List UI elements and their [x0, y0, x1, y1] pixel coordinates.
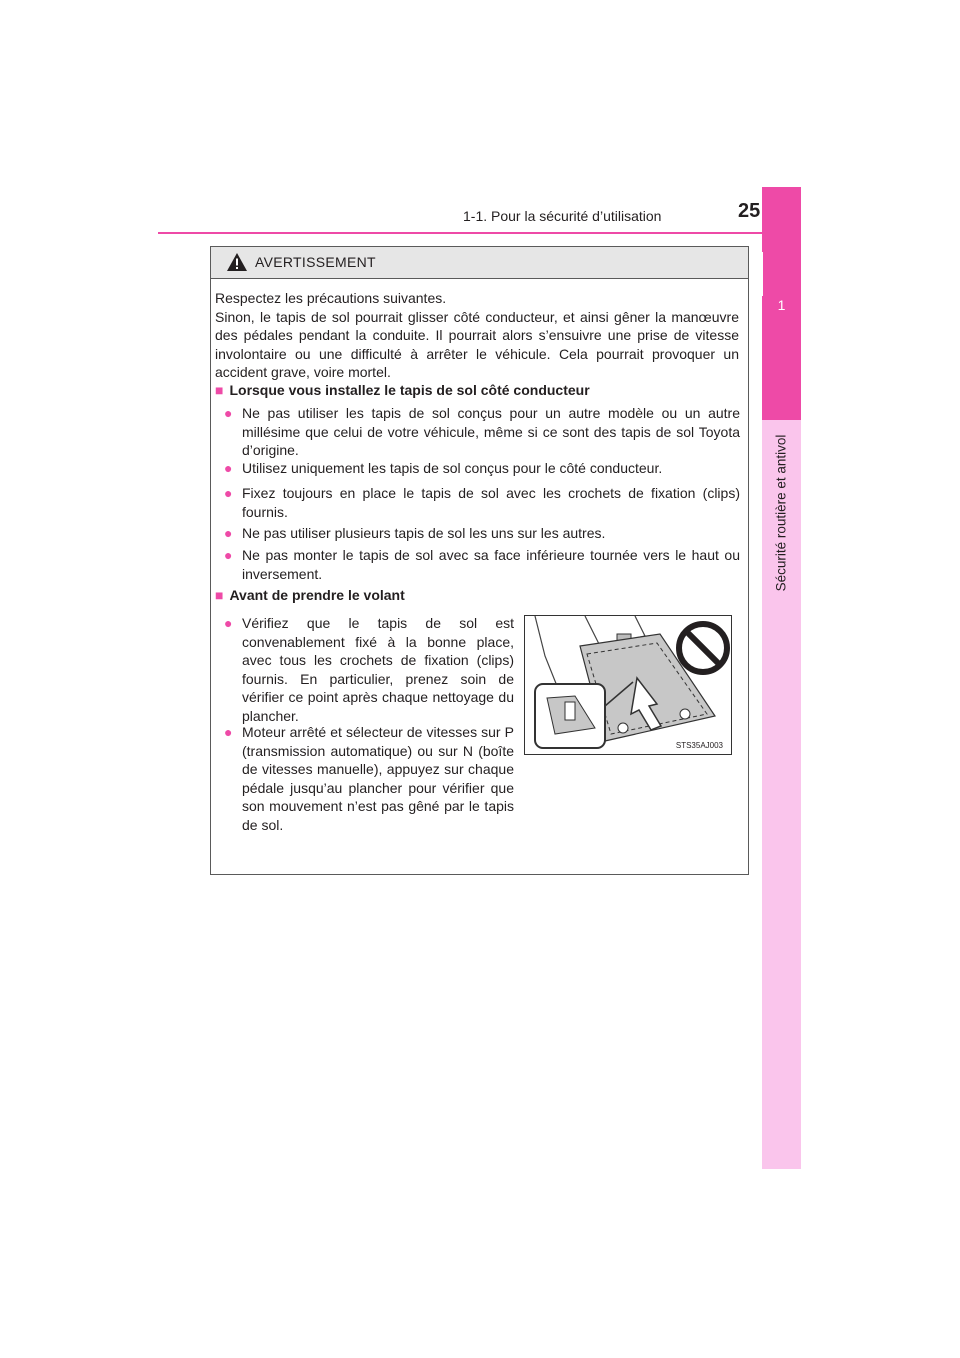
list-item: Moteur arrêté et sélecteur de vitesses sur P (transmission automatique) ou sur N (boîte de vitesses manuelle), appuyez sur chaque pédale jusqu’au plancher pour vérifier que son mouvement n’est pas gêné par le tapis de sol.: [242, 724, 514, 833]
warning-intro: Sinon, le tapis de sol pourrait glisser côté conducteur, et ainsi gêner la manœuvre des pédales pendant la conduite. Il pourrait alors s’ensuivre une prise de vitesse involontaire ou une difficulté à arrêter le véhicule. Cela pourrait provoquer un accident grave, voire mortel.: [215, 308, 739, 380]
square-bullet-icon: ■: [215, 382, 224, 398]
list-item: Ne pas monter le tapis de sol avec sa face inférieure tournée vers le haut ou inversement.: [242, 547, 740, 582]
prohibited-icon: [679, 624, 727, 672]
chapter-title: Sécurité routière et antivol: [773, 434, 789, 592]
page-number: 25: [738, 200, 761, 222]
square-bullet-icon: ■: [215, 587, 224, 603]
bullet-icon: ●: [224, 405, 233, 421]
list-item: Utilisez uniquement les tapis de sol conçus pour le côté conducteur.: [242, 460, 663, 476]
list-item: Vérifiez que le tapis de sol est convenablement fixé à la bonne place, avec tous les crochets de fixation (clips) fournis. En particulier, prenez soin de vérifier ce point après chaque nettoyage du plancher.: [242, 615, 514, 724]
section-heading-text: Lorsque vous installez le tapis de sol côté conducteur: [229, 382, 590, 398]
list-item: Ne pas utiliser plusieurs tapis de sol les uns sur les autres.: [242, 525, 606, 541]
warning-intro-line1: Respectez les précautions suivantes.: [215, 290, 447, 306]
bullet-icon: ●: [224, 547, 233, 563]
section-heading-text: Avant de prendre le volant: [229, 587, 405, 603]
section-heading-install: [215, 381, 739, 400]
floor-mat-drawing: [525, 616, 731, 754]
bullet-icon: ●: [224, 485, 233, 501]
section-heading-before-driving: [215, 586, 515, 605]
warning-triangle-icon: [226, 252, 248, 272]
list-item: Fixez toujours en place le tapis de sol avec les crochets de fixation (clips) fournis.: [242, 485, 740, 520]
side-tab-gap: [761, 252, 763, 296]
list-item: Ne pas utiliser les tapis de sol conçus pour un autre modèle ou un autre millésime que celui de votre véhicule, même si ce sont des tapis de sol Toyota d’origine.: [242, 405, 740, 458]
figure-label: STS35AJ003: [675, 741, 723, 750]
bullet-icon: ●: [224, 724, 233, 740]
header-divider: [158, 232, 801, 234]
bullet-icon: ●: [224, 460, 233, 476]
chapter-number: 1: [777, 297, 786, 313]
floor-mat-illustration: [524, 615, 732, 755]
bullet-icon: ●: [224, 615, 233, 631]
section-title: 1-1. Pour la sécurité d’utilisation: [463, 208, 662, 224]
warning-title: AVERTISSEMENT: [255, 254, 376, 270]
bullet-icon: ●: [224, 525, 233, 541]
